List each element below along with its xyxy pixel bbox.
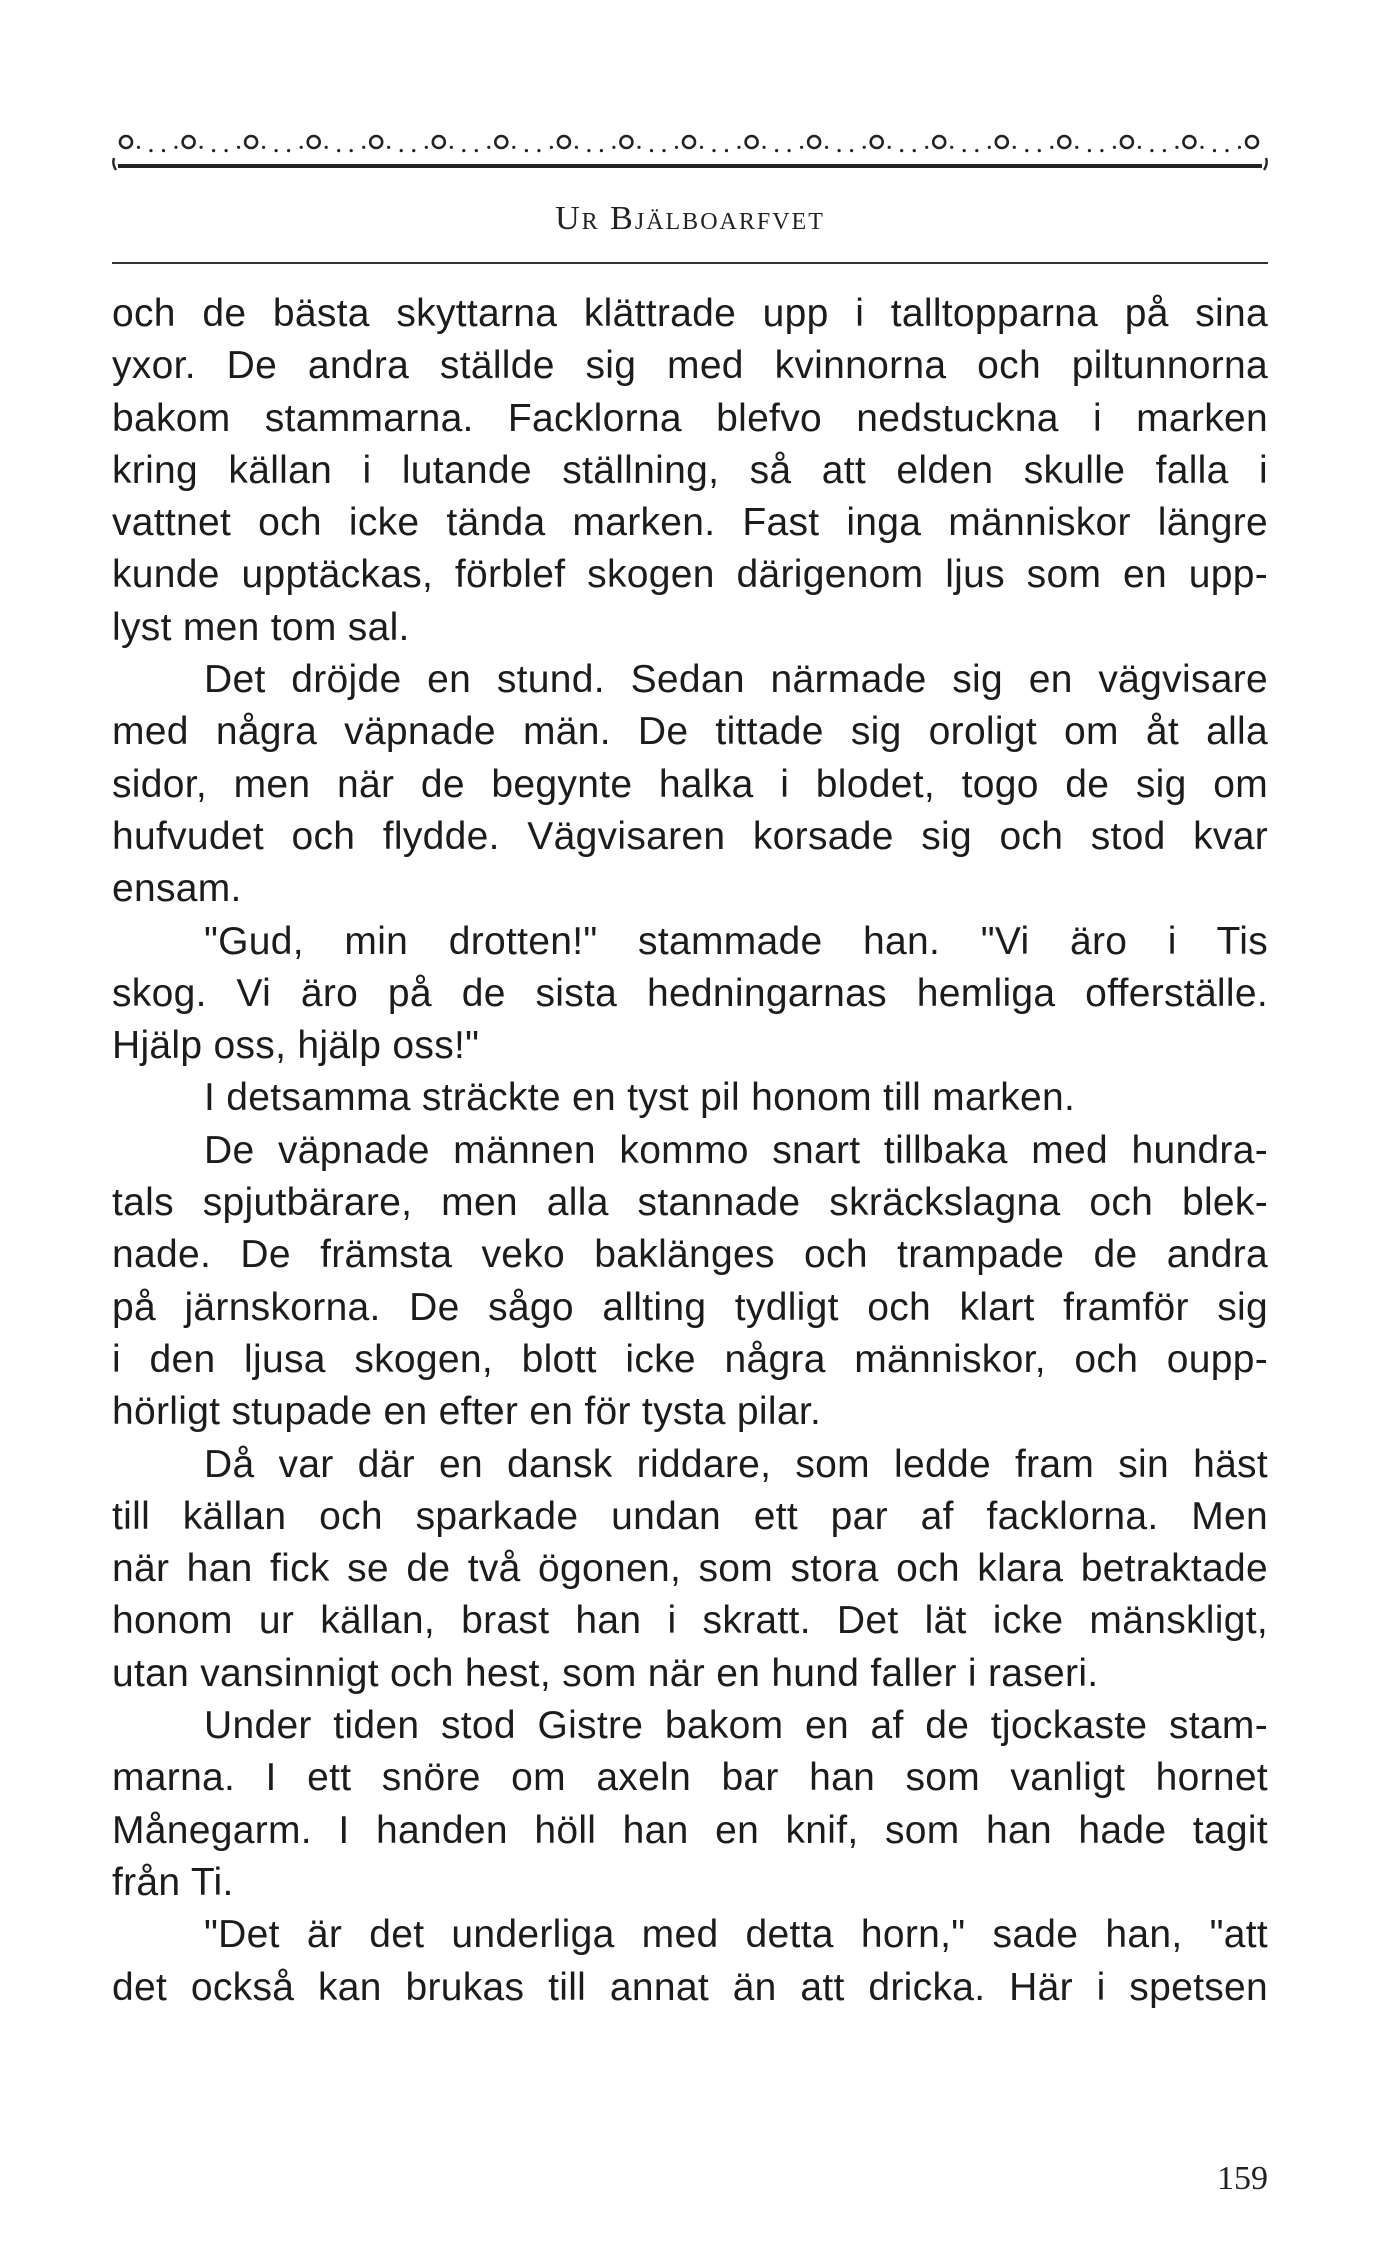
text-line: utan vansinnigt och hest, som när en hund faller i raseri. [112, 1651, 1099, 1695]
text-line: I detsamma sträckte en tyst pil honom till marken. [204, 1076, 1076, 1120]
text-line: skog. Vi äro på de sista hedningarnas hemliga offerställe. [112, 971, 1268, 1015]
text-line: kring källan i lutande ställning, så att elden skulle falla i [112, 448, 1268, 492]
text-line: vattnet och icke tända marken. Fast inga människor längre [112, 501, 1268, 545]
text-line: och de bästa skyttarna klättrade upp i talltopparna på sina [112, 292, 1268, 335]
text-line: Under tiden stod Gistre bakom en af de tjockaste stam- [204, 1704, 1268, 1748]
header-rule [112, 262, 1268, 264]
text-line: sidor, men när de begynte halka i blodet, togo de sig om [112, 762, 1268, 806]
text-line: hufvudet och flydde. Vägvisaren korsade sig och stod kvar [112, 814, 1268, 858]
running-head: Ur Bjälboarfvet [555, 200, 825, 237]
text-line: till källan och sparkade undan ett par af facklorna. Men [112, 1494, 1268, 1538]
text-line: lyst men tom sal. [112, 605, 410, 649]
text-line: Månegarm. I handen höll han en knif, som han hade tagit [112, 1808, 1268, 1852]
text-line: "Gud, min drotten!" stammade han. "Vi äro i Tis [204, 919, 1268, 963]
text-line: i den ljusa skogen, blott icke några människor, och oupp- [112, 1337, 1268, 1381]
text-line: med några väpnade män. De tittade sig oroligt om åt alla [112, 710, 1268, 754]
text-line: Då var där en dansk riddare, som ledde fram sin häst [204, 1442, 1268, 1486]
text-line: tals spjutbärare, men alla stannade skräckslagna och blek- [112, 1181, 1268, 1225]
text-line: De väpnade männen kommo snart tillbaka med hundra- [204, 1128, 1268, 1172]
text-line: honom ur källan, brast han i skratt. Det lät icke mänskligt, [112, 1599, 1268, 1643]
header-ornament [112, 120, 1268, 182]
text-line: Hjälp oss, hjälp oss!" [112, 1024, 480, 1068]
text-line: när han fick se de två ögonen, som stora och klara betraktade [112, 1547, 1268, 1591]
page-number: 159 [1217, 2160, 1268, 2197]
text-line: det också kan brukas till annat än att dricka. Här i spetsen [112, 1965, 1268, 2009]
text-line: yxor. De andra ställde sig med kvinnorna och piltunnorna [112, 344, 1268, 388]
body-text [112, 288, 1268, 2014]
text-line: "Det är det underliga med detta horn," sade han, "att [204, 1913, 1268, 1957]
text-line: kunde upptäckas, förblef skogen därigenom ljus som en upp- [112, 553, 1268, 597]
text-line: marna. I ett snöre om axeln bar han som vanligt hornet [112, 1756, 1268, 1800]
text-line: nade. De främsta veko baklänges och trampade de andra [112, 1233, 1268, 1277]
text-line: på järnskorna. De sågo allting tydligt och klart framför sig [112, 1285, 1268, 1329]
text-line: Det dröjde en stund. Sedan närmade sig en vägvisare [204, 658, 1268, 702]
text-line: bakom stammarna. Facklorna blefvo nedstuckna i marken [112, 396, 1268, 440]
text-line: ensam. [112, 867, 242, 911]
text-line: från Ti. [112, 1860, 234, 1904]
text-line: hörligt stupade en efter en för tysta pilar. [112, 1390, 822, 1434]
